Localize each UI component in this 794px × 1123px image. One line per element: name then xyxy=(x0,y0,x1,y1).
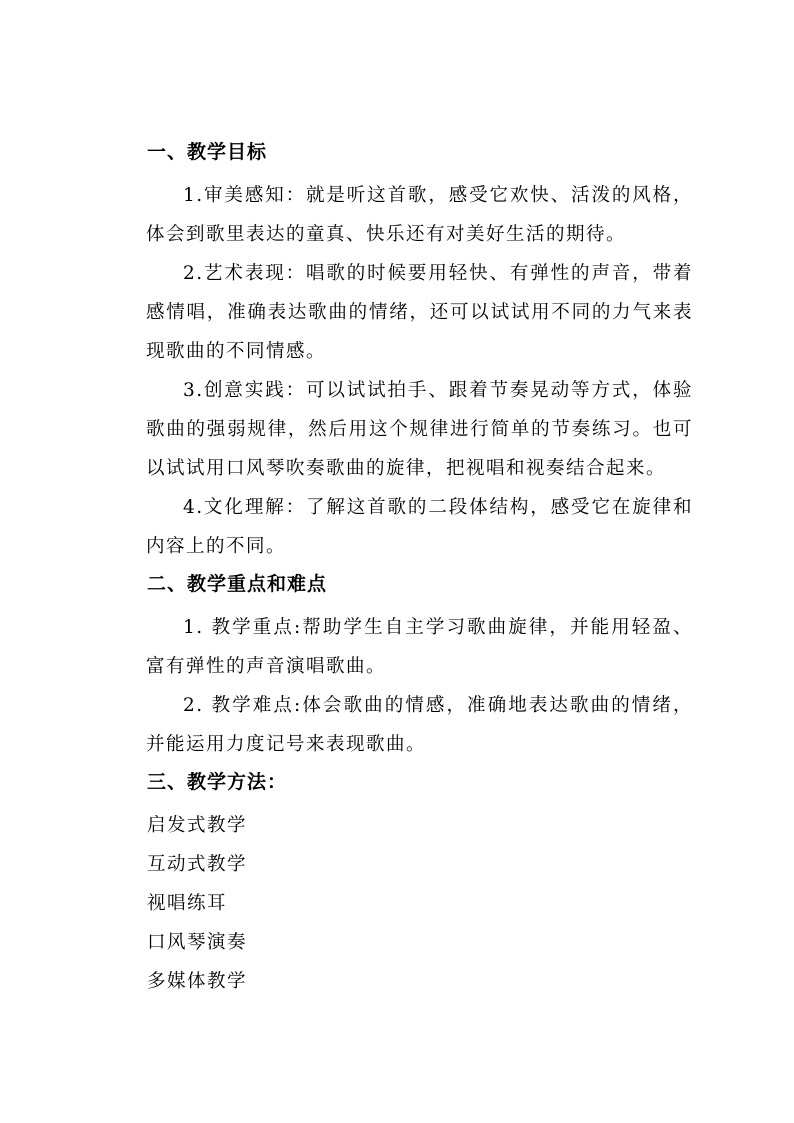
goal-cultural-understanding: 4.文化理解：了解这首歌的二段体结构，感受它在旋律和内容上的不同。 xyxy=(146,497,693,557)
key-point-focus: 1. 教学重点:帮助学生自主学习歌曲旋律，并能用轻盈、富有弹性的声音演唱歌曲。 xyxy=(146,617,693,677)
method-item: 启发式教学 xyxy=(147,815,248,836)
section-heading-teaching-goals: 一、教学目标 xyxy=(147,141,268,163)
method-item: 视唱练耳 xyxy=(147,893,228,914)
document-body xyxy=(147,137,693,1001)
goal-artistic-expression: 2.艺术表现：唱歌的时候要用轻快、有弹性的声音，带着感情唱，准确表达歌曲的情绪，还可以试试用不同的力气来表现歌曲的不同情感。 xyxy=(146,263,693,362)
goal-aesthetic-perception: 1.审美感知：就是听这首歌，感受它欢快、活泼的风格，体会到歌里表达的童真、快乐还有对美好生活的期待。 xyxy=(146,185,693,245)
section-heading-key-points: 二、教学重点和难点 xyxy=(147,573,328,595)
section-heading-teaching-methods: 三、教学方法： xyxy=(147,771,288,793)
key-point-difficulty: 2. 教学难点:体会歌曲的情感，准确地表达歌曲的情绪，并能运用力度记号来表现歌曲。 xyxy=(146,695,693,755)
method-item: 口风琴演奏 xyxy=(147,932,248,953)
goal-creative-practice: 3.创意实践：可以试试拍手、跟着节奏晃动等方式，体验歌曲的强弱规律，然后用这个规律进行简单的节奏练习。也可以试试用口风琴吹奏歌曲的旋律，把视唱和视奏结合起来。 xyxy=(146,380,693,479)
method-item: 互动式教学 xyxy=(147,854,248,875)
method-item: 多媒体教学 xyxy=(147,971,248,992)
